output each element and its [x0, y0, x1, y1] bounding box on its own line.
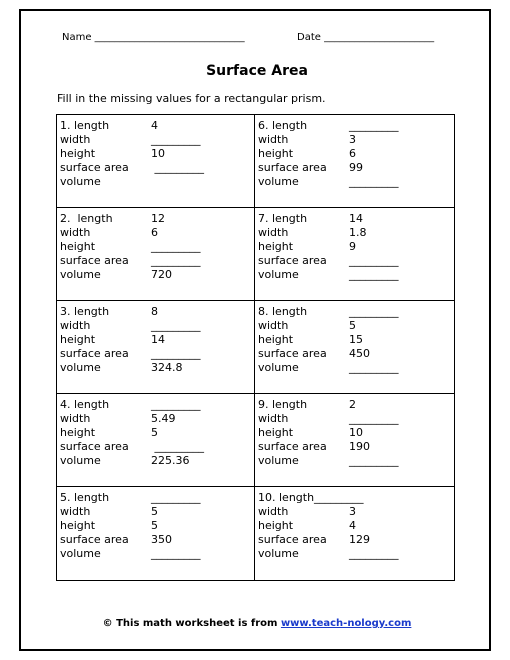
- problem-row-label: height: [258, 519, 294, 532]
- problem-cell: [57, 301, 255, 394]
- problem-row-label: height: [60, 519, 96, 532]
- problem-row-value: 12: [151, 212, 165, 225]
- problem-row-value: 14: [151, 333, 165, 346]
- problem-row-label: height: [60, 240, 96, 253]
- problem-row-value: 350: [151, 533, 172, 546]
- problem-row-label: height: [60, 426, 96, 439]
- problem-row-label: width: [60, 226, 91, 239]
- problem-row-value: 4: [349, 519, 356, 532]
- problem-row-value: 5: [151, 519, 158, 532]
- problem-row-value: 3: [349, 505, 356, 518]
- problem-row-label: volume: [258, 454, 299, 467]
- problem-row-label: 5. length: [60, 491, 110, 504]
- problem-row-label: volume: [258, 361, 299, 374]
- problem-row-label: width: [60, 505, 91, 518]
- problem-row-value: 9: [349, 240, 356, 253]
- problem-row-label: surface area: [60, 533, 129, 546]
- problem-row-value: 720: [151, 268, 172, 281]
- name-field-line[interactable]: Name ______________________________: [62, 32, 245, 43]
- problem-row-label: volume: [60, 361, 101, 374]
- problem-row-label: surface area: [258, 161, 327, 174]
- answer-blank[interactable]: _________: [151, 254, 201, 267]
- answer-blank[interactable]: _________: [349, 254, 399, 267]
- answer-blank[interactable]: _________: [151, 319, 201, 332]
- problem-cell: [255, 487, 454, 580]
- answer-blank[interactable]: _________: [151, 240, 201, 253]
- problem-row-value: 1.8: [349, 226, 367, 239]
- answer-blank[interactable]: _________: [151, 440, 204, 453]
- problem-row-value: 324.8: [151, 361, 183, 374]
- problem-row-label: width: [60, 133, 91, 146]
- problem-row-label: volume: [60, 454, 101, 467]
- problem-row-label: height: [258, 147, 294, 160]
- answer-blank[interactable]: _________: [349, 454, 399, 467]
- worksheet-page: [19, 9, 491, 651]
- date-field-line[interactable]: Date ______________________: [297, 32, 435, 43]
- problem-row-label: surface area: [60, 347, 129, 360]
- problem-row-label: 2. length: [60, 212, 113, 225]
- problem-cell: [57, 115, 255, 208]
- answer-blank[interactable]: _________: [349, 547, 399, 560]
- problem-row-label: surface area: [258, 254, 327, 267]
- problem-row-value: 450: [349, 347, 370, 360]
- problem-row-label: 4. length: [60, 398, 110, 411]
- problem-cell: [255, 301, 454, 394]
- problem-row-label: volume: [258, 547, 299, 560]
- problem-cell: [255, 115, 454, 208]
- problem-row-value: 3: [349, 133, 356, 146]
- problem-row-label: volume: [60, 547, 101, 560]
- problem-row-label: 10. length_________: [258, 491, 364, 504]
- answer-blank[interactable]: _________: [151, 347, 201, 360]
- problem-row-label: surface area: [60, 254, 129, 267]
- problem-row-label: surface area: [258, 347, 327, 360]
- answer-blank[interactable]: _________: [349, 361, 399, 374]
- problem-row-value: 10: [151, 147, 165, 160]
- problem-row-value: 10: [349, 426, 363, 439]
- answer-blank[interactable]: _________: [349, 119, 399, 132]
- problem-row-label: volume: [60, 268, 101, 281]
- problem-row-label: width: [60, 412, 91, 425]
- problem-row-value: 6: [349, 147, 356, 160]
- problem-row-value: 2: [349, 398, 356, 411]
- problem-row-label: 8. length: [258, 305, 308, 318]
- problem-row-value: 5.49: [151, 412, 176, 425]
- footer: [21, 618, 493, 629]
- problem-row-value: 6: [151, 226, 158, 239]
- problem-row-label: surface area: [258, 440, 327, 453]
- answer-blank[interactable]: _________: [151, 547, 201, 560]
- instructions: Fill in the missing values for a rectangular prism.: [57, 92, 326, 105]
- problem-row-label: height: [258, 426, 294, 439]
- problem-cell: [57, 208, 255, 301]
- problem-row-label: 9. length: [258, 398, 308, 411]
- problem-row-value: 14: [349, 212, 363, 225]
- footer-text: © This math worksheet is from: [102, 618, 281, 629]
- answer-blank[interactable]: _________: [349, 412, 399, 425]
- problem-row-label: height: [258, 240, 294, 253]
- problem-row-value: 190: [349, 440, 370, 453]
- problem-row-value: 5: [151, 426, 158, 439]
- answer-blank[interactable]: _________: [349, 268, 399, 281]
- answer-blank[interactable]: _________: [151, 161, 204, 174]
- problem-row-label: 1. length: [60, 119, 110, 132]
- answer-blank[interactable]: _________: [349, 305, 399, 318]
- problem-cell: [57, 394, 255, 487]
- problem-row-value: 15: [349, 333, 363, 346]
- problem-row-label: width: [60, 319, 91, 332]
- problem-grid: [56, 114, 455, 581]
- problem-row-label: surface area: [60, 161, 129, 174]
- problem-row-label: height: [60, 147, 96, 160]
- problem-row-value: 129: [349, 533, 370, 546]
- problem-row-label: width: [258, 505, 289, 518]
- problem-row-value: 5: [349, 319, 356, 332]
- answer-blank[interactable]: _________: [151, 398, 201, 411]
- problem-row-value: 5: [151, 505, 158, 518]
- problem-row-label: width: [258, 319, 289, 332]
- problem-row-value: 8: [151, 305, 158, 318]
- problem-row-label: surface area: [60, 440, 129, 453]
- problem-row-label: width: [258, 226, 289, 239]
- problem-row-label: surface area: [258, 533, 327, 546]
- problem-row-label: volume: [258, 268, 299, 281]
- answer-blank[interactable]: _________: [349, 175, 399, 188]
- problem-row-label: 3. length: [60, 305, 110, 318]
- problem-cell: [255, 394, 454, 487]
- footer-link[interactable]: www.teach-nology.com: [280, 618, 412, 629]
- answer-blank[interactable]: _________: [151, 133, 201, 146]
- problem-row-value: 225.36: [151, 454, 190, 467]
- problem-row-label: 6. length: [258, 119, 308, 132]
- worksheet-title: Surface Area: [206, 63, 308, 79]
- problem-row-value: 4: [151, 119, 158, 132]
- problem-row-label: height: [258, 333, 294, 346]
- problem-row-label: volume: [60, 175, 101, 188]
- problem-row-label: width: [258, 133, 289, 146]
- problem-row-label: 7. length: [258, 212, 308, 225]
- answer-blank[interactable]: _________: [151, 491, 201, 504]
- problem-row-label: volume: [258, 175, 299, 188]
- problem-row-label: height: [60, 333, 96, 346]
- problem-cell: [255, 208, 454, 301]
- problem-row-label: width: [258, 412, 289, 425]
- problem-row-value: 99: [349, 161, 363, 174]
- problem-cell: [57, 487, 255, 580]
